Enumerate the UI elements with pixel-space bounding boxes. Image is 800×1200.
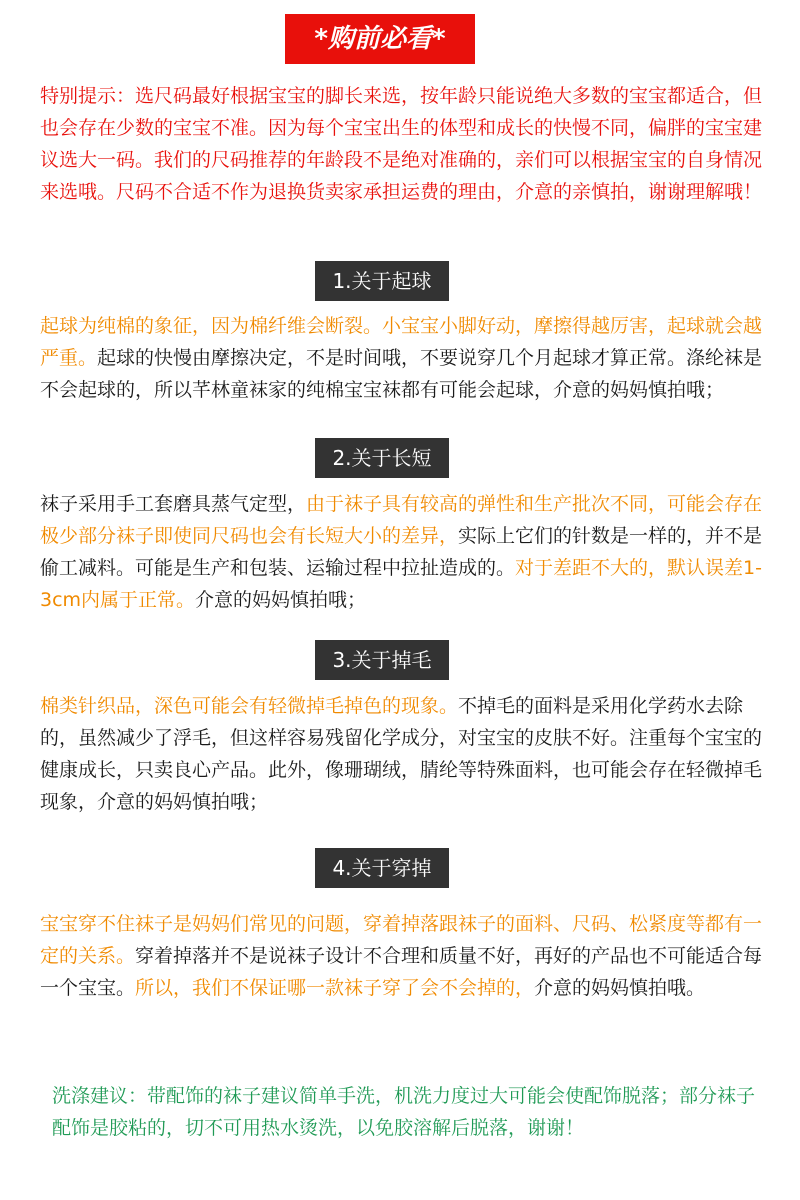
section-body-length [40,488,770,616]
washing-advice: 洗涤建议：带配饰的袜子建议简单手洗，机洗力度过大可能会使配饰脱落；部分袜子配饰是胶粘的，切不可用热水烫洗，以免胶溶解后脱落，谢谢！ [52,1085,756,1139]
section-highlight: 对于差距不大的，默认误差1-3cm内属于正常。 [40,557,762,611]
page-banner: *购前必看* [285,14,475,64]
section-text: 不掉毛的面料是采用化学药水去除的，虽然减少了浮毛，但这样容易残留化学成分，对宝宝的皮肤不好。注重每个宝宝的健康成长，只卖良心产品。此外，像珊瑚绒，腈纶等特殊面料，也可能会存在轻微掉毛现象，介意的妈妈慎拍哦； [40,695,763,813]
section-heading-slipping: 4.关于穿掉 [315,848,449,888]
section-highlight: 起球为纯棉的象征，因为棉纤维会断裂。小宝宝小脚好动，摩擦得越厉害，起球就会越严重。 [40,315,763,369]
section-body-pilling [40,310,770,406]
special-notice: 特别提示：选尺码最好根据宝宝的脚长来选，按年龄只能说绝大多数的宝宝都适合，但也会存在少数的宝宝不准。因为每个宝宝出生的体型和成长的快慢不同，偏胖的宝宝建议选大一码。我们的尺码推荐的年龄段不是绝对准确的，亲们可以根据宝宝的自身情况来选哦。尺码不合适不作为退换货卖家承担运费的理由，介意的亲慎拍，谢谢理解哦！ [40,85,763,203]
section-text: 起球的快慢由摩擦决定，不是时间哦，不要说穿几个月起球才算正常。涤纶袜是不会起球的，所以芊林童袜家的纯棉宝宝袜都有可能会起球，介意的妈妈慎拍哦； [40,347,763,401]
section-highlight: 棉类针织品，深色可能会有轻微掉毛掉色的现象。 [40,695,459,717]
section-text: 介意的妈妈慎拍哦； [195,589,367,611]
section-text: 袜子采用手工套磨具蒸气定型， [40,493,307,515]
section-highlight: 由于袜子具有较高的弹性和生产批次不同，可能会存在极少部分袜子即使同尺码也会有长短大小的差异， [40,493,763,547]
section-text: 穿着掉落并不是说袜子设计不合理和质量不好，再好的产品也不可能适合每一个宝宝。 [40,945,763,999]
section-heading-pilling: 1.关于起球 [315,261,449,301]
section-highlight: 宝宝穿不住袜子是妈妈们常见的问题，穿着掉落跟袜子的面料、尺码、松紧度等都有一定的关系。 [40,913,763,967]
section-heading-shedding: 3.关于掉毛 [315,640,449,680]
section-text: 实际上它们的针数是一样的，并不是偷工减料。可能是生产和包装、运输过程中拉扯造成的。 [40,525,763,579]
section-text: 介意的妈妈慎拍哦。 [534,977,706,999]
section-highlight: 所以，我们不保证哪一款袜子穿了会不会掉的， [135,977,535,999]
section-body-shedding [40,690,770,818]
section-heading-length: 2.关于长短 [315,438,449,478]
section-body-slipping [40,908,770,1004]
